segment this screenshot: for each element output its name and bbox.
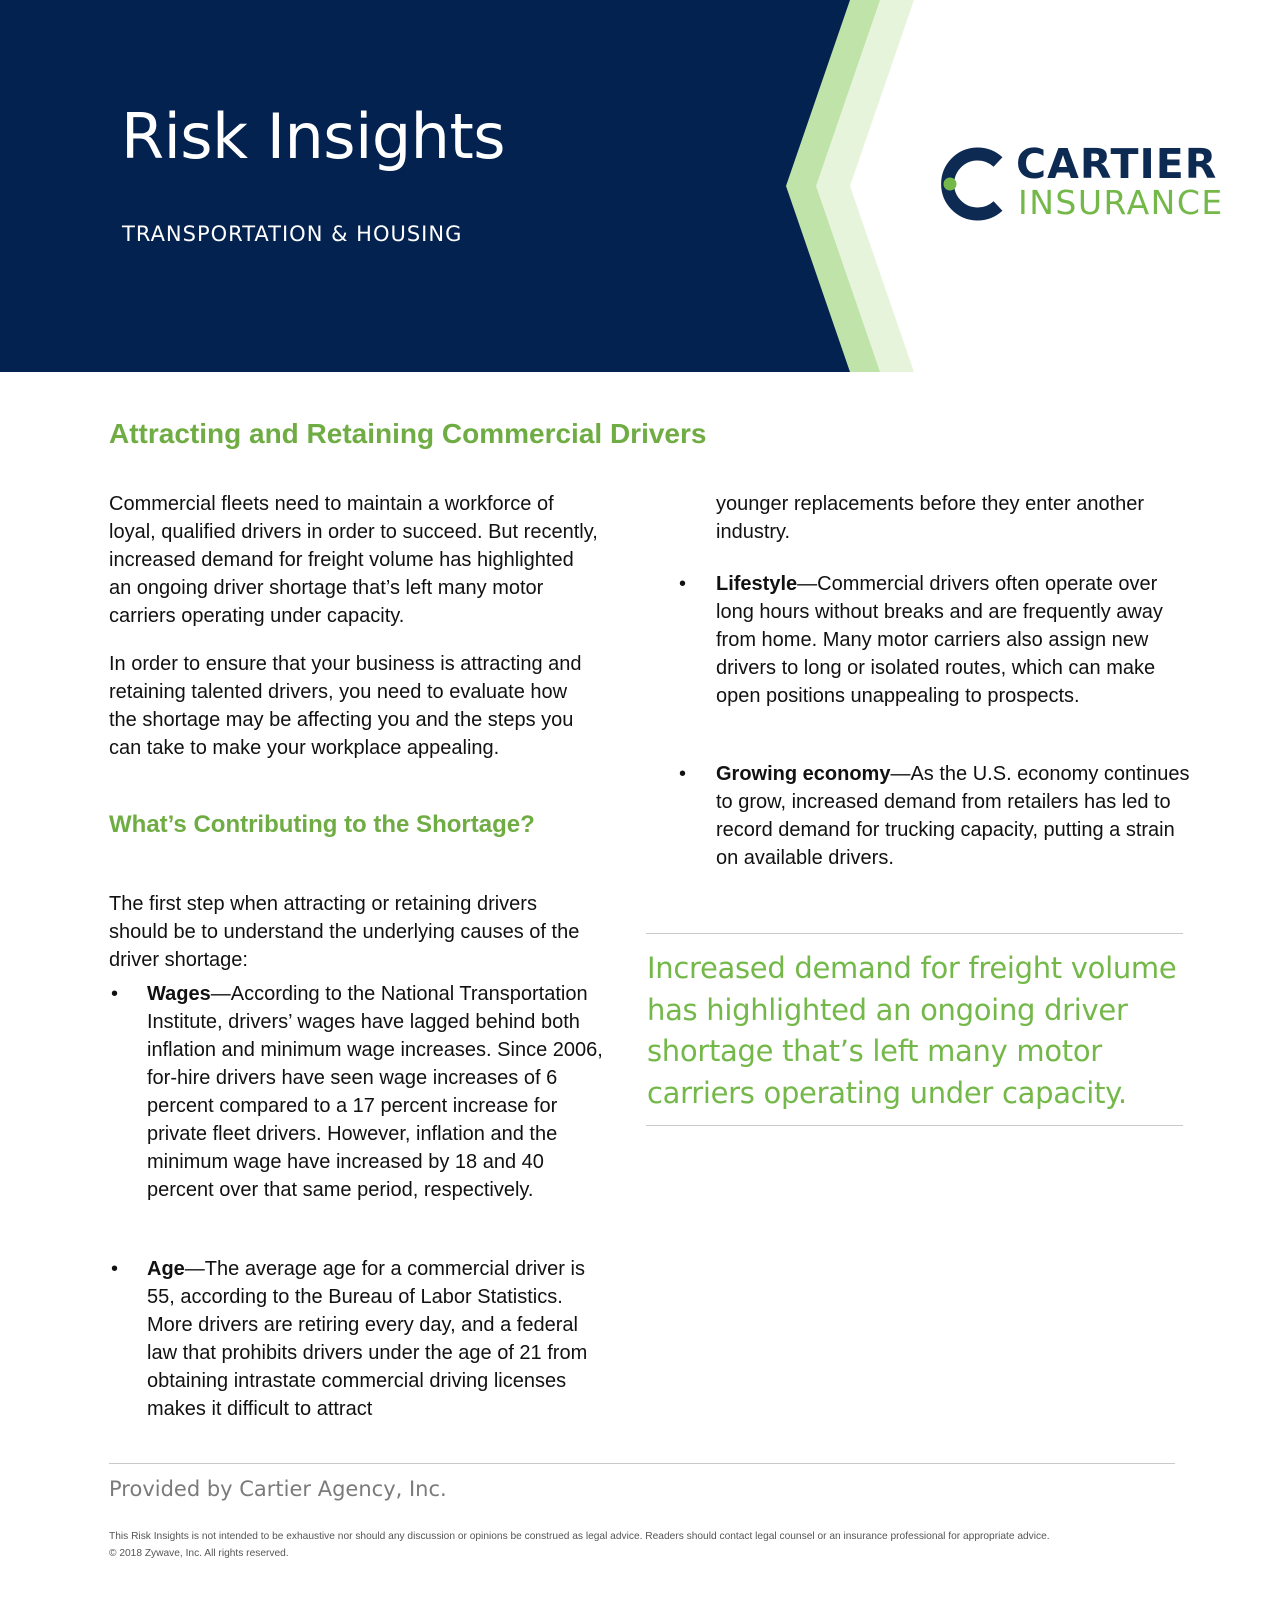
bullet-dot: • bbox=[679, 573, 687, 595]
age-bullet-continuation: younger replacements before they enter another industry. bbox=[716, 493, 1145, 543]
pull-quote-bottom-rule bbox=[646, 1125, 1183, 1126]
bullet-title: Wages bbox=[147, 983, 211, 1005]
bullet-dot: • bbox=[679, 763, 687, 785]
pull-quote-top-rule bbox=[646, 933, 1183, 934]
bullet-item-wages bbox=[147, 980, 607, 1204]
bullet-title: Growing economy bbox=[716, 763, 891, 785]
article-title: Attracting and Retaining Commercial Drivers bbox=[109, 418, 707, 449]
page-title: Risk Insights bbox=[121, 100, 506, 173]
second-paragraph: In order to ensure that your business is attracting and retaining talented drivers, you need to evaluate how the shortage may be affecting you and the steps you can take to make your workplace appealing. bbox=[109, 653, 582, 759]
bullet-dot: • bbox=[111, 983, 119, 1005]
cartier-insurance-logo bbox=[938, 140, 1238, 230]
bullet-dot: • bbox=[111, 1258, 119, 1280]
logo-wordmark-cartier: CARTIER bbox=[1016, 140, 1218, 188]
bullet-title: Lifestyle bbox=[716, 573, 798, 595]
footer-disclaimer bbox=[109, 1528, 1209, 1562]
bullet-item-lifestyle bbox=[716, 570, 1191, 710]
logo-c-mark-icon bbox=[938, 146, 1008, 222]
logo-wordmark-insurance: INSURANCE bbox=[1018, 183, 1224, 222]
causes-intro-paragraph: The first step when attracting or retaining drivers should be to understand the underlying causes of the driver shortage: bbox=[109, 893, 580, 971]
intro-paragraph: Commercial fleets need to maintain a workforce of loyal, qualified drivers in order to succeed. But recently, increased demand for freight volume has highlighted an ongoing driver shortage that’s left many motor carriers operating under capacity. bbox=[109, 493, 598, 627]
bullet-item-growing-economy bbox=[716, 760, 1191, 872]
bullet-text: —Commercial drivers often operate over long hours without breaks and are frequently away from home. Many motor carriers also assign new drivers to long or isolated routes, which can make open positions unappealing to prospects. bbox=[716, 573, 1163, 707]
bullet-text: —The average age for a commercial driver is 55, according to the Bureau of Labor Statistics. More drivers are retiring every day, and a federal law that prohibits drivers under the age of 21 from obtaining intrastate commercial driving licenses makes it difficult to attract bbox=[147, 1258, 588, 1420]
pull-quote: Increased demand for freight volume has highlighted an ongoing driver shortage that’s left many motor carriers operating under capacity. bbox=[647, 951, 1177, 1110]
disclaimer-text: This Risk Insights is not intended to be exhaustive nor should any discussion or opinions be construed as legal advice. Readers should contact legal counsel or an insurance professional for appropriate advice. bbox=[109, 1531, 1050, 1542]
page-subtitle: TRANSPORTATION & HOUSING bbox=[122, 222, 463, 246]
section-heading: What’s Contributing to the Shortage? bbox=[109, 811, 535, 838]
bullet-item-age bbox=[147, 1255, 607, 1423]
bullet-text: —As the U.S. economy continues to grow, increased demand from retailers has led to record demand for trucking capacity, putting a strain on available drivers. bbox=[716, 763, 1190, 869]
navy-panel bbox=[0, 0, 850, 372]
copyright-text: © 2018 Zywave, Inc. All rights reserved. bbox=[109, 1548, 289, 1559]
bullet-title: Age bbox=[147, 1258, 185, 1280]
footer-rule bbox=[109, 1463, 1175, 1464]
bullet-text: —According to the National Transportation Institute, drivers’ wages have lagged behind both inflation and minimum wage increases. Since 2006, for-hire drivers have seen wage increases of 6 percent compared to a 17 percent increase for private fleet drivers. However, inflation and the minimum wage have increased by 18 and 40 percent over that same period, respectively. bbox=[147, 983, 603, 1201]
provided-by: Provided by Cartier Agency, Inc. bbox=[109, 1477, 447, 1501]
